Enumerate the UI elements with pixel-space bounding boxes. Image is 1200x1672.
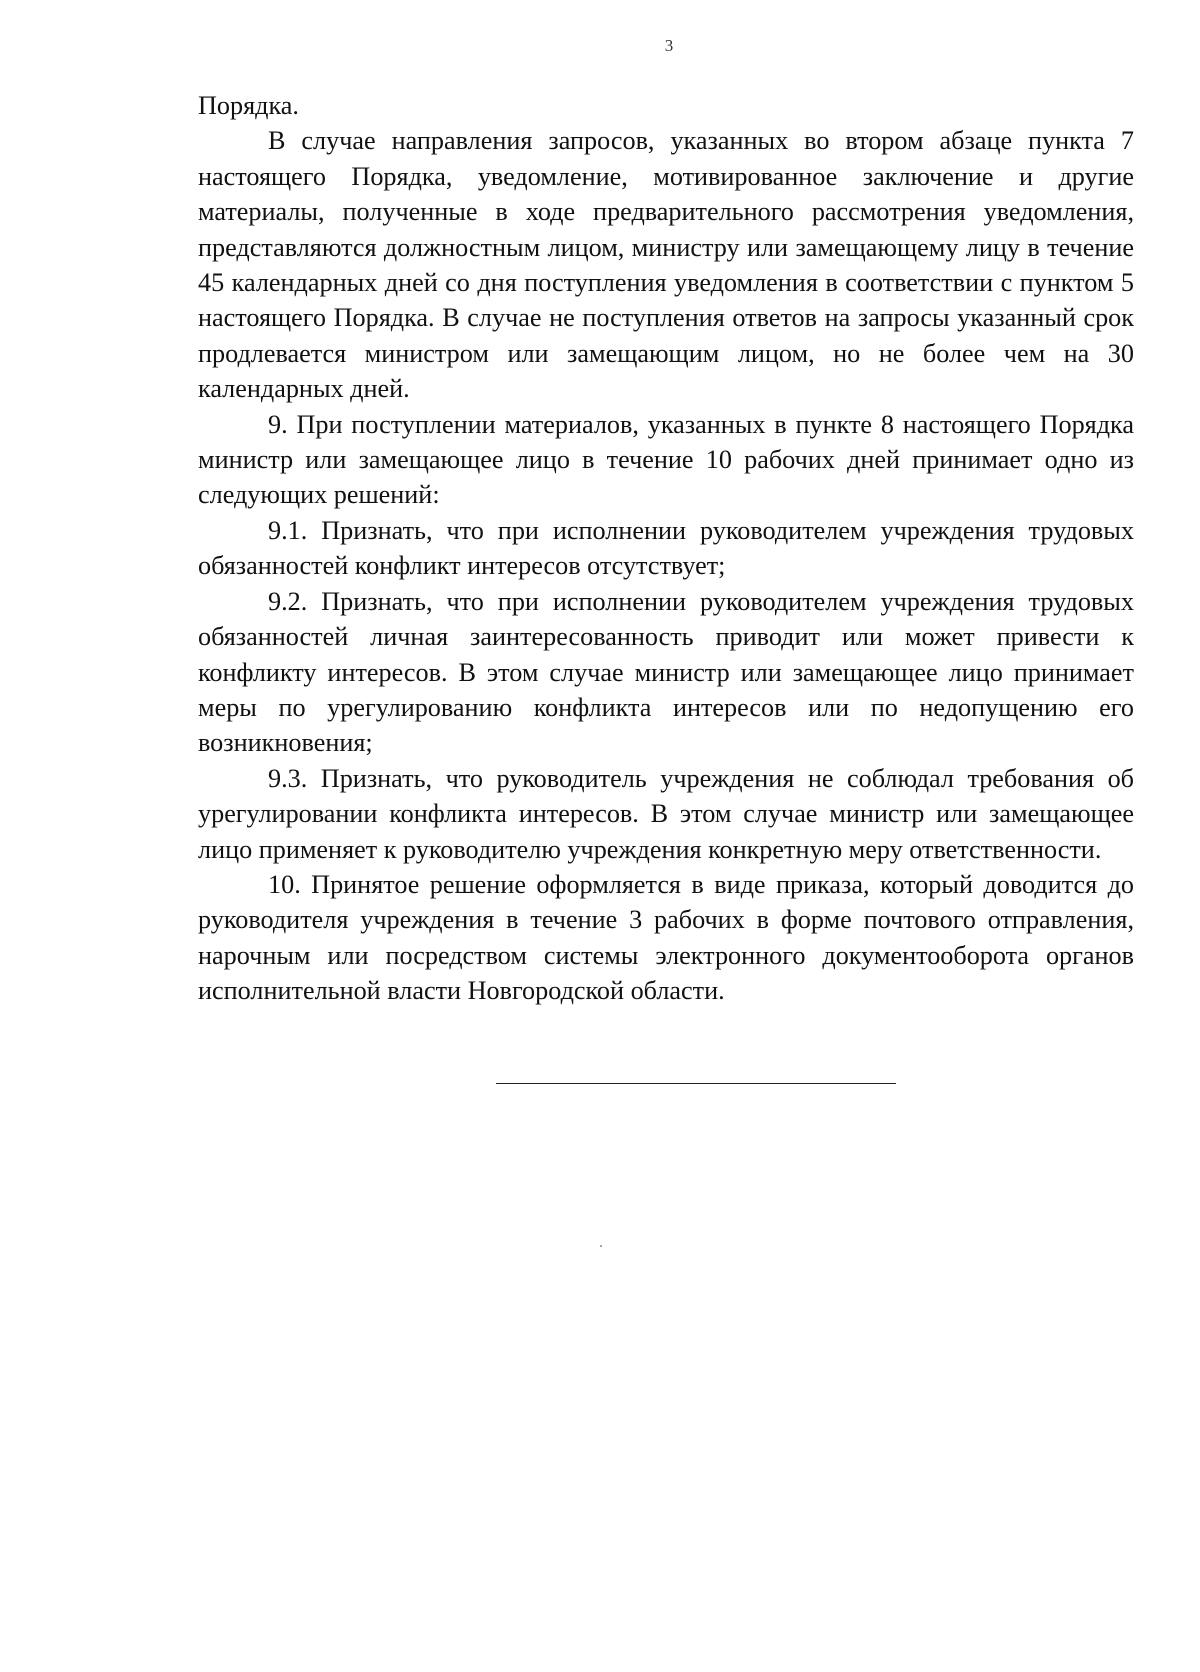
page-number: 3 bbox=[664, 36, 674, 55]
paragraph-item-9-1: 9.1. Признать, что при исполнении руководителем учреждения трудовых обязанностей конфликт интересов отсутствует; bbox=[198, 515, 1134, 581]
document-body bbox=[198, 88, 1134, 1009]
end-of-document-rule bbox=[496, 1083, 896, 1084]
paragraph-requests-deadline: В случае направления запросов, указанных во втором абзаце пункта 7 настоящего Порядка, уведомление, мотивированное заключение и другие материалы, полученные в ходе предварительного рассмотрения уведомления, представляются должностным лицом, министру или замещающему лицу в течение 45 календарных дней со дня поступления уведомления в соответствии с пунктом 5 настоящего Порядка. В случае не поступления ответов на запросы указанный срок продлевается министром или замещающим лицом, но не более чем на 30 календарных дней. bbox=[198, 126, 1134, 404]
paragraph-item-9-2: 9.2. Признать, что при исполнении руководителем учреждения трудовых обязанностей личная заинтересованность приводит или может привести к конфликту интересов. В этом случае министр или замещающее лицо принимает меры по урегулированию конфликта интересов или по недопущению его возникновения; bbox=[198, 586, 1134, 758]
paragraph-item-9-3: 9.3. Признать, что руководитель учреждения не соблюдал требования об урегулировании конфликта интересов. В этом случае министр или замещающее лицо применяет к руководителю учреждения конкретную меру ответственности. bbox=[198, 763, 1134, 864]
paragraph-item-10: 10. Принятое решение оформляется в виде приказа, который доводится до руководителя учреждения в течение 3 рабочих в форме почтового отправления, нарочным или посредством системы электронного документооборота органов исполнительной власти Новгородской области. bbox=[198, 869, 1134, 1006]
scan-speck bbox=[600, 1245, 602, 1247]
paragraph-continuation: Порядка. bbox=[198, 91, 299, 120]
paragraph-item-9: 9. При поступлении материалов, указанных в пункте 8 настоящего Порядка министр или замещающее лицо в течение 10 рабочих дней принимает одно из следующих решений: bbox=[198, 409, 1134, 510]
